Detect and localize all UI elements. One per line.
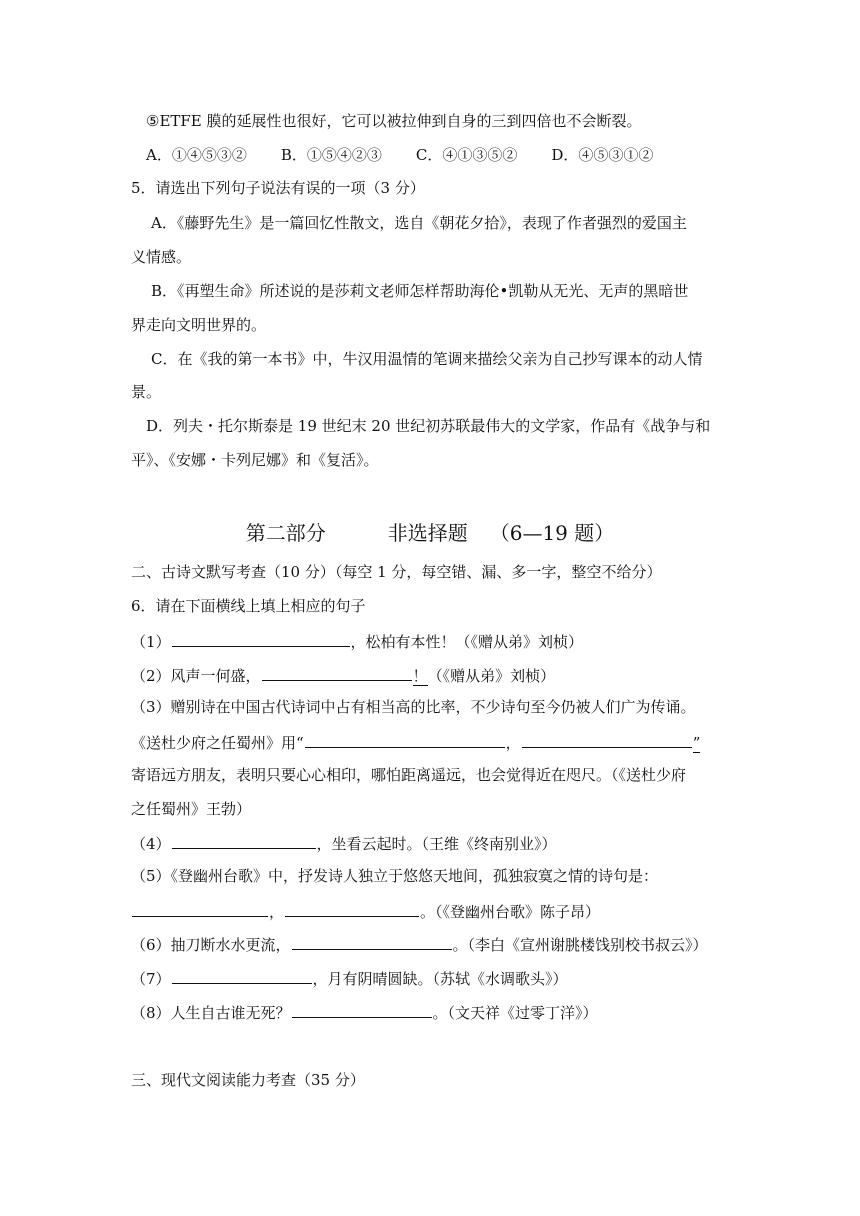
answer-blank[interactable] — [292, 933, 452, 950]
answer-blank[interactable] — [305, 731, 505, 748]
q6-line-7: （7） ，月有阴晴圆缺。（苏轼《水调歌头》） — [131, 967, 568, 989]
q5-option-a-line2: 义情感。 — [131, 248, 192, 266]
section2-header: 二、古诗文默写考查（10 分）（每空 1 分，每空错、漏、多一字，整空不给分） — [131, 563, 662, 581]
q5-stem: 5．请选出下列句子说法有误的一项（3 分） — [131, 179, 425, 197]
q6-line-6: （6）抽刀断水水更流， 。（李白《宣州谢朓楼饯别校书叔云》） — [131, 933, 708, 955]
q6-stem: 6．请在下面横线上填上相应的句子 — [131, 597, 366, 615]
option-a: A．①④⑤③② — [146, 146, 247, 164]
option-b: B．①⑤④②③ — [280, 146, 382, 164]
q5-option-d-line1: D．列夫・托尔斯泰是 19 世纪末 20 世纪初苏联最伟大的文学家，作品有《战争与和 — [146, 417, 711, 435]
q6-line-8: （8）人生自古谁无死？ 。（文天祥《过零丁洋》） — [131, 1001, 598, 1023]
q5-option-c-line1: C．在《我的第一本书》中，牛汉用温情的笔调来描绘父亲为自己抄写课本的动人情 — [151, 350, 703, 368]
q5-option-d-line2: 平》、《安娜・卡列尼娜》和《复活》。 — [131, 451, 379, 469]
part-title: 非选择题 — [387, 521, 468, 545]
q6-line-3: （3）赠别诗在中国古代诗词中占有相当高的比率，不少诗句至今仍被人们广为传诵。 — [131, 698, 696, 716]
q6-line-3b: 《送杜少府之任蜀州》用“ ， ” — [131, 731, 700, 753]
answer-blank[interactable] — [285, 900, 419, 917]
answer-blank[interactable] — [132, 900, 268, 917]
q6-line-2: （2）风声一何盛， ！（《赠从弟》刘桢） — [131, 664, 555, 686]
q6-line-4: （4） ，坐看云起时。（王维《终南别业》） — [131, 832, 557, 854]
answer-blank[interactable] — [172, 967, 312, 984]
q5-option-a-line1: A．《藤野先生》是一篇回忆性散文，选自《朝花夕拾》，表现了作者强烈的爱国主 — [151, 214, 687, 232]
q6-line-1: （1） ，松柏有本性！（《赠从弟》刘桢） — [131, 630, 583, 652]
option-d: D．④⑤③①② — [551, 146, 654, 164]
q5-option-b-line2: 界走向文明世界的。 — [131, 316, 267, 334]
q6-line-3c: 寄语远方朋友，表明只要心心相印，哪怕距离遥远，也会觉得近在咫尺。（《送杜少府 — [131, 766, 687, 784]
answer-blank[interactable] — [522, 731, 692, 748]
part-range: （6—19 题） — [489, 521, 615, 545]
item5-statement: ⑤ETFE 膜的延展性也很好，它可以被拉伸到自身的三到四倍也不会断裂。 — [146, 112, 642, 130]
answer-blank[interactable] — [262, 664, 412, 681]
section3-header: 三、现代文阅读能力考查（35 分） — [131, 1071, 365, 1089]
part-label: 第二部分 — [245, 521, 326, 545]
q5-option-c-line2: 景。 — [131, 383, 162, 401]
q6-line-5b: ， 。（《登幽州台歌》陈子昂） — [131, 900, 600, 922]
option-c: C．④①③⑤② — [415, 146, 518, 164]
answer-blank[interactable] — [172, 832, 316, 849]
answer-blank[interactable] — [172, 630, 350, 647]
q6-line-3d: 之任蜀州》王勃） — [131, 800, 252, 818]
answer-blank[interactable] — [292, 1001, 432, 1018]
q5-option-b-line1: B．《再塑生命》所述说的是莎莉文老师怎样帮助海伦•凯勒从无光、无声的黑暗世 — [151, 282, 689, 300]
part2-heading — [0, 520, 860, 546]
q6-line-5: （5）《登幽州台歌》中，抒发诗人独立于悠悠天地间，孤独寂寞之情的诗句是： — [131, 867, 659, 885]
q4-options — [146, 145, 687, 165]
